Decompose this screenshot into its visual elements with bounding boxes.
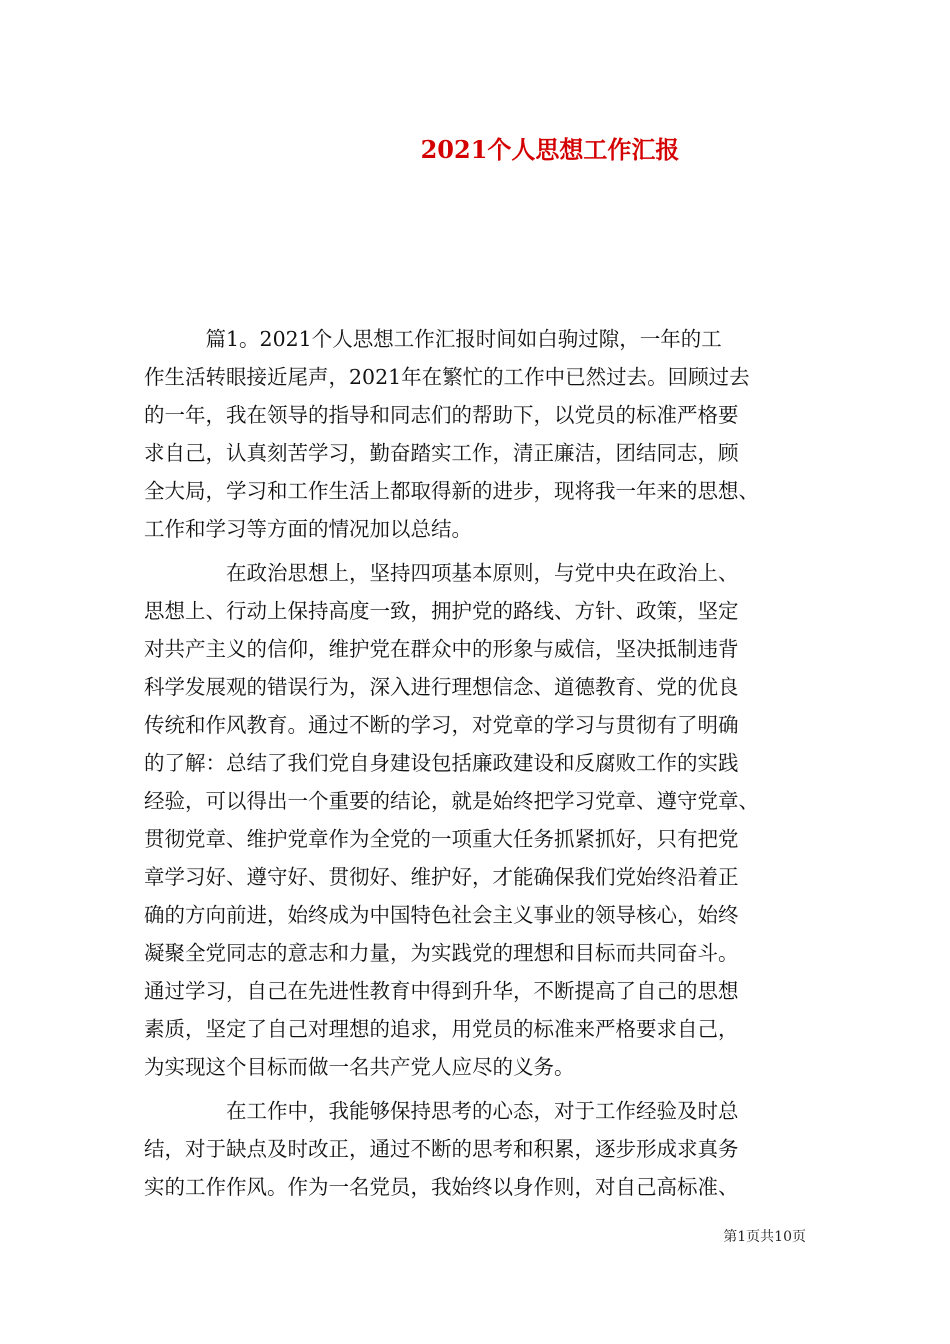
text-line: 经验，可以得出一个重要的结论，就是始终把学习党章、遵守党章、 xyxy=(144,789,759,813)
document-title: 2021个人思想工作汇报 xyxy=(420,135,680,164)
text-line: 传统和作风教育。通过不断的学习，对党章的学习与贯彻有了明确 xyxy=(144,713,739,737)
text-line: 结，对于缺点及时改正，通过不断的思考和积累，逐步形成求真务 xyxy=(144,1137,739,1161)
text-line: 科学发展观的错误行为，深入进行理想信念、道德教育、党的优良 xyxy=(144,675,739,699)
text-line: 的了解：总结了我们党自身建设包括廉政建设和反腐败工作的实践 xyxy=(144,751,739,775)
paragraph xyxy=(144,320,820,548)
text-line: 通过学习，自己在先进性教育中得到升华，不断提高了自己的思想 xyxy=(144,979,739,1003)
paragraph xyxy=(144,1092,820,1206)
text-line: 为实现这个目标而做一名共产党人应尽的义务。 xyxy=(144,1055,575,1079)
text-line: 求自己，认真刻苦学习，勤奋踏实工作，清正廉洁，团结同志，顾 xyxy=(144,441,739,465)
text-line: 在政治思想上，坚持四项基本原则，与党中央在政治上、 xyxy=(144,561,739,585)
text-line: 全大局，学习和工作生活上都取得新的进步，现将我一年来的思想、 xyxy=(144,479,759,503)
document-body xyxy=(144,320,820,1206)
text-line: 实的工作作风。作为一名党员，我始终以身作则，对自己高标准、 xyxy=(144,1175,739,1199)
text-line: 贯彻党章、维护党章作为全党的一项重大任务抓紧抓好，只有把党 xyxy=(144,827,739,851)
text-line: 凝聚全党同志的意志和力量，为实践党的理想和目标而共同奋斗。 xyxy=(144,941,739,965)
text-line: 篇1。2021个人思想工作汇报时间如白驹过隙，一年的工 xyxy=(144,327,722,351)
text-line: 作生活转眼接近尾声，2021年在繁忙的工作中已然过去。回顾过去 xyxy=(144,365,750,389)
text-line: 确的方向前进，始终成为中国特色社会主义事业的领导核心，始终 xyxy=(144,903,739,927)
text-line: 的一年，我在领导的指导和同志们的帮助下，以党员的标准严格要 xyxy=(144,403,739,427)
text-line: 素质，坚定了自己对理想的追求，用党员的标准来严格要求自己， xyxy=(144,1017,739,1041)
text-line: 在工作中，我能够保持思考的心态，对于工作经验及时总 xyxy=(144,1099,739,1123)
text-line: 对共产主义的信仰，维护党在群众中的形象与威信，坚决抵制违背 xyxy=(144,637,739,661)
text-line: 章学习好、遵守好、贯彻好、维护好，才能确保我们党始终沿着正 xyxy=(144,865,739,889)
text-line: 工作和学习等方面的情况加以总结。 xyxy=(144,517,472,541)
page-footer: 第1页共10页 xyxy=(723,1229,806,1245)
paragraph xyxy=(144,554,820,1086)
text-line: 思想上、行动上保持高度一致，拥护党的路线、方针、政策，坚定 xyxy=(144,599,739,623)
